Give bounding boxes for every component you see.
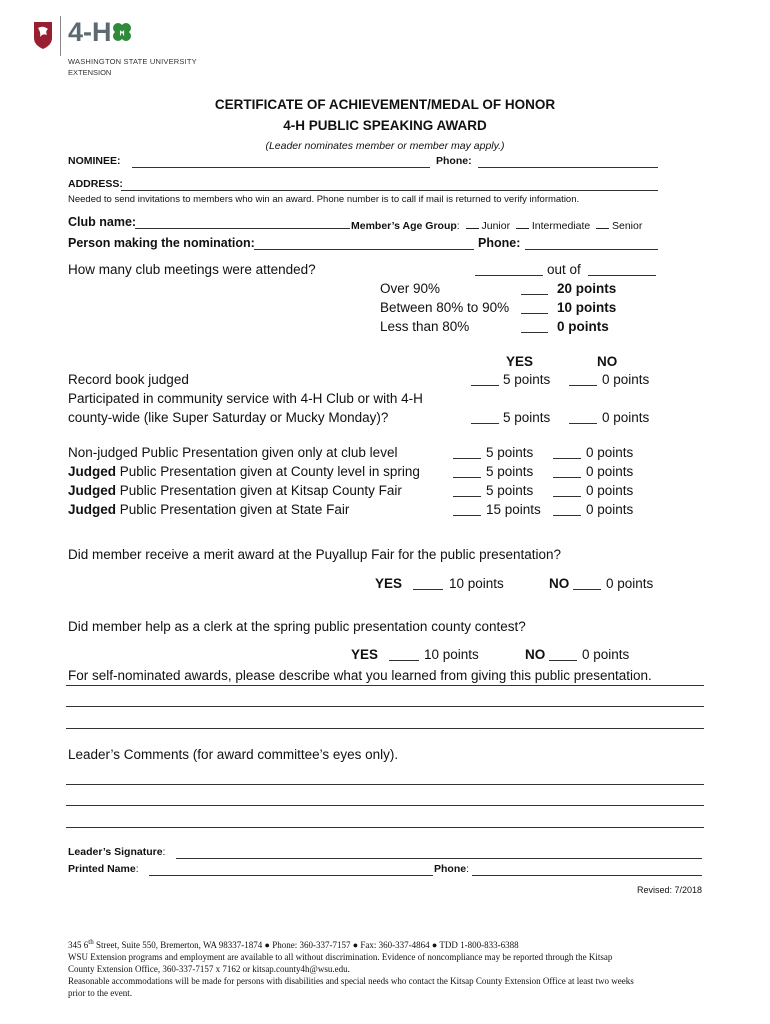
age-group-colon: : (456, 220, 460, 232)
footer-line-5: prior to the event. (68, 988, 132, 998)
title-line-2: 4-H PUBLIC SPEAKING AWARD (283, 118, 487, 133)
person-phone-label: Phone: (478, 236, 521, 250)
org-line-2: EXTENSION (68, 68, 112, 77)
presentation-1-no-blank[interactable] (553, 445, 581, 459)
community-no-blank[interactable] (569, 410, 597, 424)
community-line-1: Participated in community service with 4-H Club or with 4-H (68, 391, 423, 406)
printed-name-row (68, 863, 139, 875)
intermediate-blank[interactable] (516, 217, 529, 229)
group-intermediate: Intermediate (531, 220, 591, 232)
clerk-no-points: 0 points (582, 647, 630, 662)
leader-comments-line-2[interactable] (66, 792, 704, 806)
printed-name-colon: : (135, 863, 139, 875)
meetings-attended-field[interactable] (475, 262, 543, 276)
leader-comments-line-1[interactable] (66, 771, 704, 785)
footer-line-4: Reasonable accommodations will be made for persons with disabilities and special needs who contact the Kitsap County Extension Office at least two weeks (68, 976, 634, 986)
presentation-row-4 (68, 502, 349, 517)
group-senior: Senior (612, 220, 643, 232)
record-no-points: 0 points (602, 372, 650, 387)
footer-address-sup: th (88, 938, 94, 946)
leader-signature-row (68, 846, 165, 858)
presentation-4-no: 0 points (586, 502, 634, 517)
clerk-no-label: NO (525, 647, 546, 662)
less-80-blank[interactable] (521, 319, 548, 333)
merit-question: Did member receive a merit award at the Puyallup Fair for the public presentation? (68, 547, 561, 562)
footer-address-rest: Street, Suite 550, Bremerton, WA 98337-1874 ● Phone: 360-337-7157 ● Fax: 360-337-4864 ● TDD 1-800-833-6388 (93, 940, 519, 950)
between-points: 10 points (557, 300, 617, 315)
presentation-row-2 (68, 464, 420, 479)
judged-label: Judged (68, 483, 117, 498)
no-header: NO (597, 354, 618, 369)
presentation-1-yes: 5 points (486, 445, 534, 460)
self-nominated-line-3[interactable] (66, 715, 704, 729)
community-yes-blank[interactable] (471, 410, 499, 424)
nominee-label: NOMINEE: (68, 155, 121, 167)
club-name-label: Club name: (68, 215, 137, 229)
leader-comments-label: Leader’s Comments (for award committee’s eyes only). (68, 747, 399, 762)
judged-label: Judged (68, 502, 117, 517)
judged-label: Judged (68, 464, 117, 479)
yes-header: YES (506, 354, 534, 369)
merit-no-label: NO (549, 576, 570, 591)
printed-name-label: Printed Name (68, 863, 136, 875)
address-field[interactable] (121, 178, 658, 191)
presentation-row-3 (68, 483, 402, 498)
logo-divider (60, 16, 61, 56)
presentation-2-no: 0 points (586, 464, 634, 479)
clerk-question: Did member help as a clerk at the spring public presentation county contest? (68, 619, 526, 634)
footer-address-number: 345 6 (68, 940, 89, 950)
age-group-label: Member’s Age Group (351, 220, 457, 232)
meetings-total-field[interactable] (588, 262, 656, 276)
address-label: ADDRESS: (68, 178, 123, 190)
leader-comments-line-3[interactable] (66, 814, 704, 828)
age-group (351, 217, 642, 232)
over-90-points: 20 points (557, 281, 617, 296)
group-junior: Junior (481, 220, 511, 232)
record-label: Record book judged (68, 372, 189, 387)
merit-no-blank[interactable] (573, 576, 601, 590)
self-nominated-prompt: For self-nominated awards, please describe what you learned from giving this public presentation. (68, 668, 652, 683)
over-90-label: Over 90% (380, 281, 441, 296)
out-of-label: out of (547, 262, 581, 277)
senior-blank[interactable] (596, 217, 609, 229)
presentation-2-no-blank[interactable] (553, 464, 581, 478)
signature-phone-colon: : (466, 863, 470, 875)
presentation-text: Public Presentation given at State Fair (116, 502, 350, 517)
less-80-points: 0 points (557, 319, 609, 334)
record-no-blank[interactable] (569, 372, 597, 386)
community-line-2: county-wide (like Super Saturday or Mucky Monday)? (68, 410, 389, 425)
record-yes-blank[interactable] (471, 372, 499, 386)
leader-signature-label: Leader’s Signature (68, 846, 163, 858)
title-line-1: CERTIFICATE OF ACHIEVEMENT/MEDAL OF HONOR (214, 97, 556, 112)
presentation-text: Public Presentation given at Kitsap County Fair (116, 483, 402, 498)
presentation-text: Non-judged Public Presentation given only at club level (68, 445, 398, 460)
presentation-2-yes-blank[interactable] (453, 464, 481, 478)
revised-date: Revised: 7/2018 (636, 885, 702, 895)
merit-yes-blank[interactable] (413, 576, 443, 590)
self-nominated-line-1[interactable] (66, 672, 704, 686)
community-no-points: 0 points (602, 410, 650, 425)
presentation-1-yes-blank[interactable] (453, 445, 481, 459)
merit-no-points: 0 points (606, 576, 654, 591)
merit-yes-label: YES (375, 576, 403, 591)
community-yes-points: 5 points (503, 410, 551, 425)
presentation-4-no-blank[interactable] (553, 502, 581, 516)
person-label: Person making the nomination: (68, 236, 255, 250)
footer-line-3: County Extension Office, 360-337-7157 x 7162 or kitsap.county4h@wsu.edu. (68, 964, 350, 974)
address-note: Needed to send invitations to members who win an award. Phone number is to call if mail is returned to verify information. (68, 194, 580, 205)
title-note: (Leader nominates member or member may apply.) (265, 140, 505, 152)
footer-line-2: WSU Extension programs and employment are available to all without discrimination. Evidence of noncompliance may be reported through the Kitsap (68, 952, 613, 962)
club-name-field[interactable] (135, 215, 350, 229)
between-blank[interactable] (521, 300, 548, 314)
self-nominated-line-2[interactable] (66, 693, 704, 707)
presentation-3-yes: 5 points (486, 483, 534, 498)
nominee-phone-label: Phone: (436, 155, 472, 167)
clerk-yes-label: YES (351, 647, 379, 662)
presentation-3-no-blank[interactable] (553, 483, 581, 497)
signature-phone-row (434, 863, 469, 875)
meetings-question: How many club meetings were attended? (68, 262, 316, 277)
printed-name-field[interactable] (149, 862, 433, 876)
presentation-3-yes-blank[interactable] (453, 483, 481, 497)
svg-text:H: H (119, 30, 125, 38)
presentation-3-no: 0 points (586, 483, 634, 498)
signature-phone-label: Phone (434, 863, 467, 875)
clerk-yes-blank[interactable] (389, 647, 419, 661)
4h-clover-icon (111, 21, 133, 43)
less-80-label: Less than 80% (380, 319, 470, 334)
leader-signature-field[interactable] (176, 845, 702, 859)
record-yes-points: 5 points (503, 372, 551, 387)
junior-blank[interactable] (466, 217, 479, 229)
org-line-1: WASHINGTON STATE UNIVERSITY (68, 57, 197, 66)
footer-address (68, 936, 718, 951)
brand-4h: 4-H (68, 17, 112, 47)
signature-phone-field[interactable] (472, 862, 702, 876)
nominee-field[interactable] (132, 155, 430, 168)
presentation-4-yes-blank[interactable] (453, 502, 481, 516)
between-label: Between 80% to 90% (380, 300, 510, 315)
person-field[interactable] (254, 236, 474, 250)
nominee-phone-field[interactable] (478, 155, 658, 168)
clerk-yes-points: 10 points (424, 647, 479, 662)
presentation-text: Public Presentation given at County level in spring (116, 464, 420, 479)
presentation-2-yes: 5 points (486, 464, 534, 479)
person-phone-field[interactable] (525, 236, 658, 250)
presentation-row-1 (68, 445, 397, 460)
clerk-no-blank[interactable] (549, 647, 577, 661)
presentation-1-no: 0 points (586, 445, 634, 460)
over-90-blank[interactable] (521, 281, 548, 295)
leader-signature-colon: : (162, 846, 166, 858)
wsu-cougar-shield-icon (33, 20, 53, 50)
footer (68, 936, 718, 999)
merit-yes-points: 10 points (449, 576, 504, 591)
presentation-4-yes: 15 points (486, 502, 541, 517)
